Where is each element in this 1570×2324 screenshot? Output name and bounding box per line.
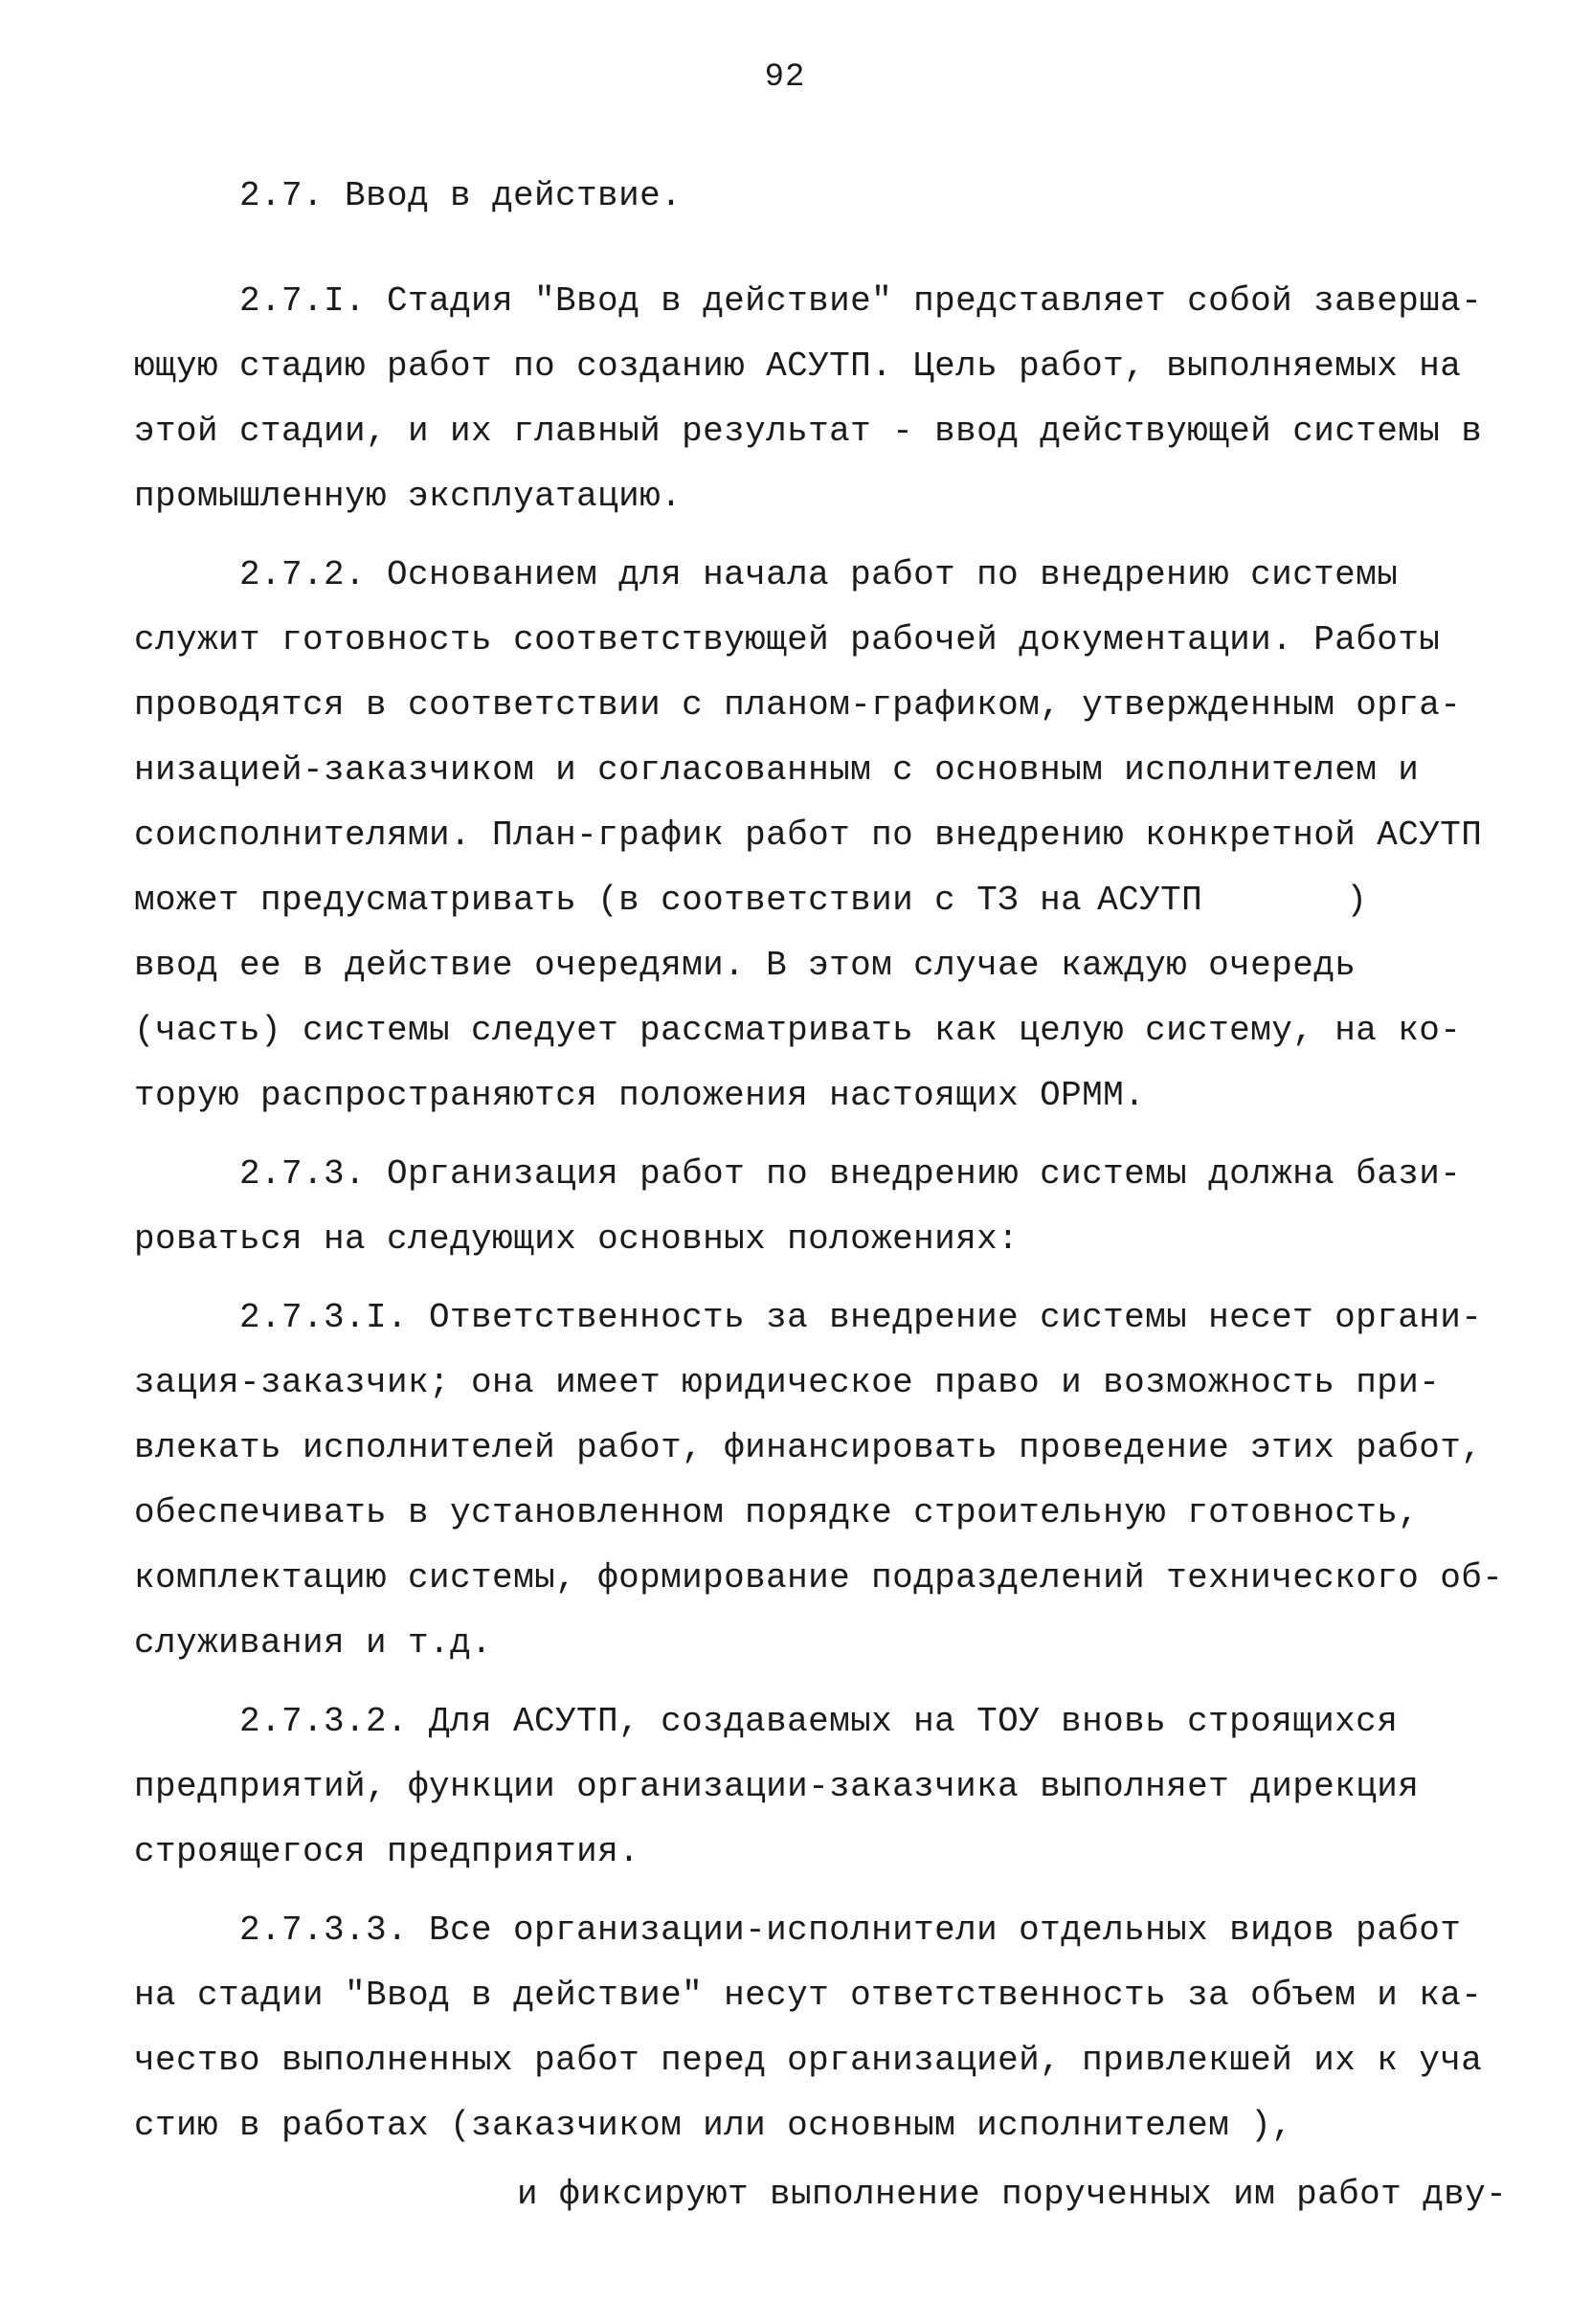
- system-name: АСУТП: [1097, 881, 1203, 920]
- paragraph-line: ввод ее в действие очередями. В этом случае каждую очередь: [134, 946, 1357, 985]
- page-number: 92: [764, 59, 806, 96]
- paragraph-line: чество выполненных работ перед организацией, привлекшей их к уча: [134, 2041, 1483, 2080]
- paragraph-line: (часть) системы следует рассматривать как целую систему, на ко-: [134, 1011, 1462, 1050]
- paragraph-line: на стадии "Ввод в действие" несут ответственность за объем и ка-: [134, 1976, 1483, 2015]
- paragraph-line: 2.7.3.I. Ответственность за внедрение системы несет органи-: [239, 1298, 1483, 1337]
- paragraph-text: может предусматривать (в соответствии с ТЗ на: [134, 881, 1083, 920]
- paragraph-line: 2.7.3.3. Все организации-исполнители отдельных видов работ: [239, 1911, 1462, 1950]
- paragraph-line: строящегося предприятия.: [134, 1832, 640, 1871]
- paragraph-line: и фиксируют выполнение порученных им работ дву-: [517, 2175, 1508, 2214]
- paragraph-line: служивания и т.д.: [134, 1623, 493, 1663]
- paragraph-line: проводятся в соответствии с планом-графиком, утвержденным орга-: [134, 685, 1462, 725]
- paragraph-line: промышленную эксплуатацию.: [134, 477, 683, 516]
- paragraph-line: комплектацию системы, формирование подразделений технического об-: [134, 1558, 1504, 1598]
- paragraph-line: этой стадии, и их главный результат - ввод действующей системы в: [134, 412, 1483, 451]
- paragraph-line: торую распространяются положения настоящих ОРММ.: [134, 1076, 1146, 1115]
- paragraph-line: обеспечивать в установленном порядке строительную готовность,: [134, 1493, 1420, 1532]
- paragraph-line: предприятий, функции организации-заказчика выполняет дирекция: [134, 1767, 1420, 1806]
- paragraph-line: 2.7.3. Организация работ по внедрению системы должна бази-: [239, 1154, 1462, 1194]
- paragraph-line: служит готовность соответствующей рабочей документации. Работы: [134, 620, 1441, 659]
- paragraph-line: низацией-заказчиком и согласованным с основным исполнителем и: [134, 750, 1420, 790]
- paragraph-line: зация-заказчик; она имеет юридическое право и возможность при-: [134, 1363, 1441, 1402]
- paragraph-line: роваться на следующих основных положениях:: [134, 1219, 1020, 1259]
- paragraph-line: 2.7.2. Основанием для начала работ по внедрению системы: [239, 555, 1399, 594]
- paragraph-line: 2.7.I. Стадия "Ввод в действие" представляет собой заверша-: [239, 281, 1483, 321]
- paragraph-line: 2.7.3.2. Для АСУТП, создаваемых на ТОУ вновь строящихся: [239, 1702, 1399, 1741]
- section-heading: 2.7. Ввод в действие.: [239, 176, 683, 215]
- paragraph-line: влекать исполнителей работ, финансировать проведение этих работ,: [134, 1428, 1483, 1467]
- closing-parenthesis: ): [1346, 881, 1368, 920]
- paragraph-line-with-blank: [134, 877, 1493, 925]
- paragraph-line: стию в работах (заказчиком или основным исполнителем ),: [134, 2106, 1293, 2145]
- paragraph-line: соисполнителями. План-график работ по внедрению конкретной АСУТП: [134, 816, 1483, 855]
- paragraph-line: ющую стадию работ по созданию АСУТП. Цель работ, выполняемых на: [134, 346, 1462, 386]
